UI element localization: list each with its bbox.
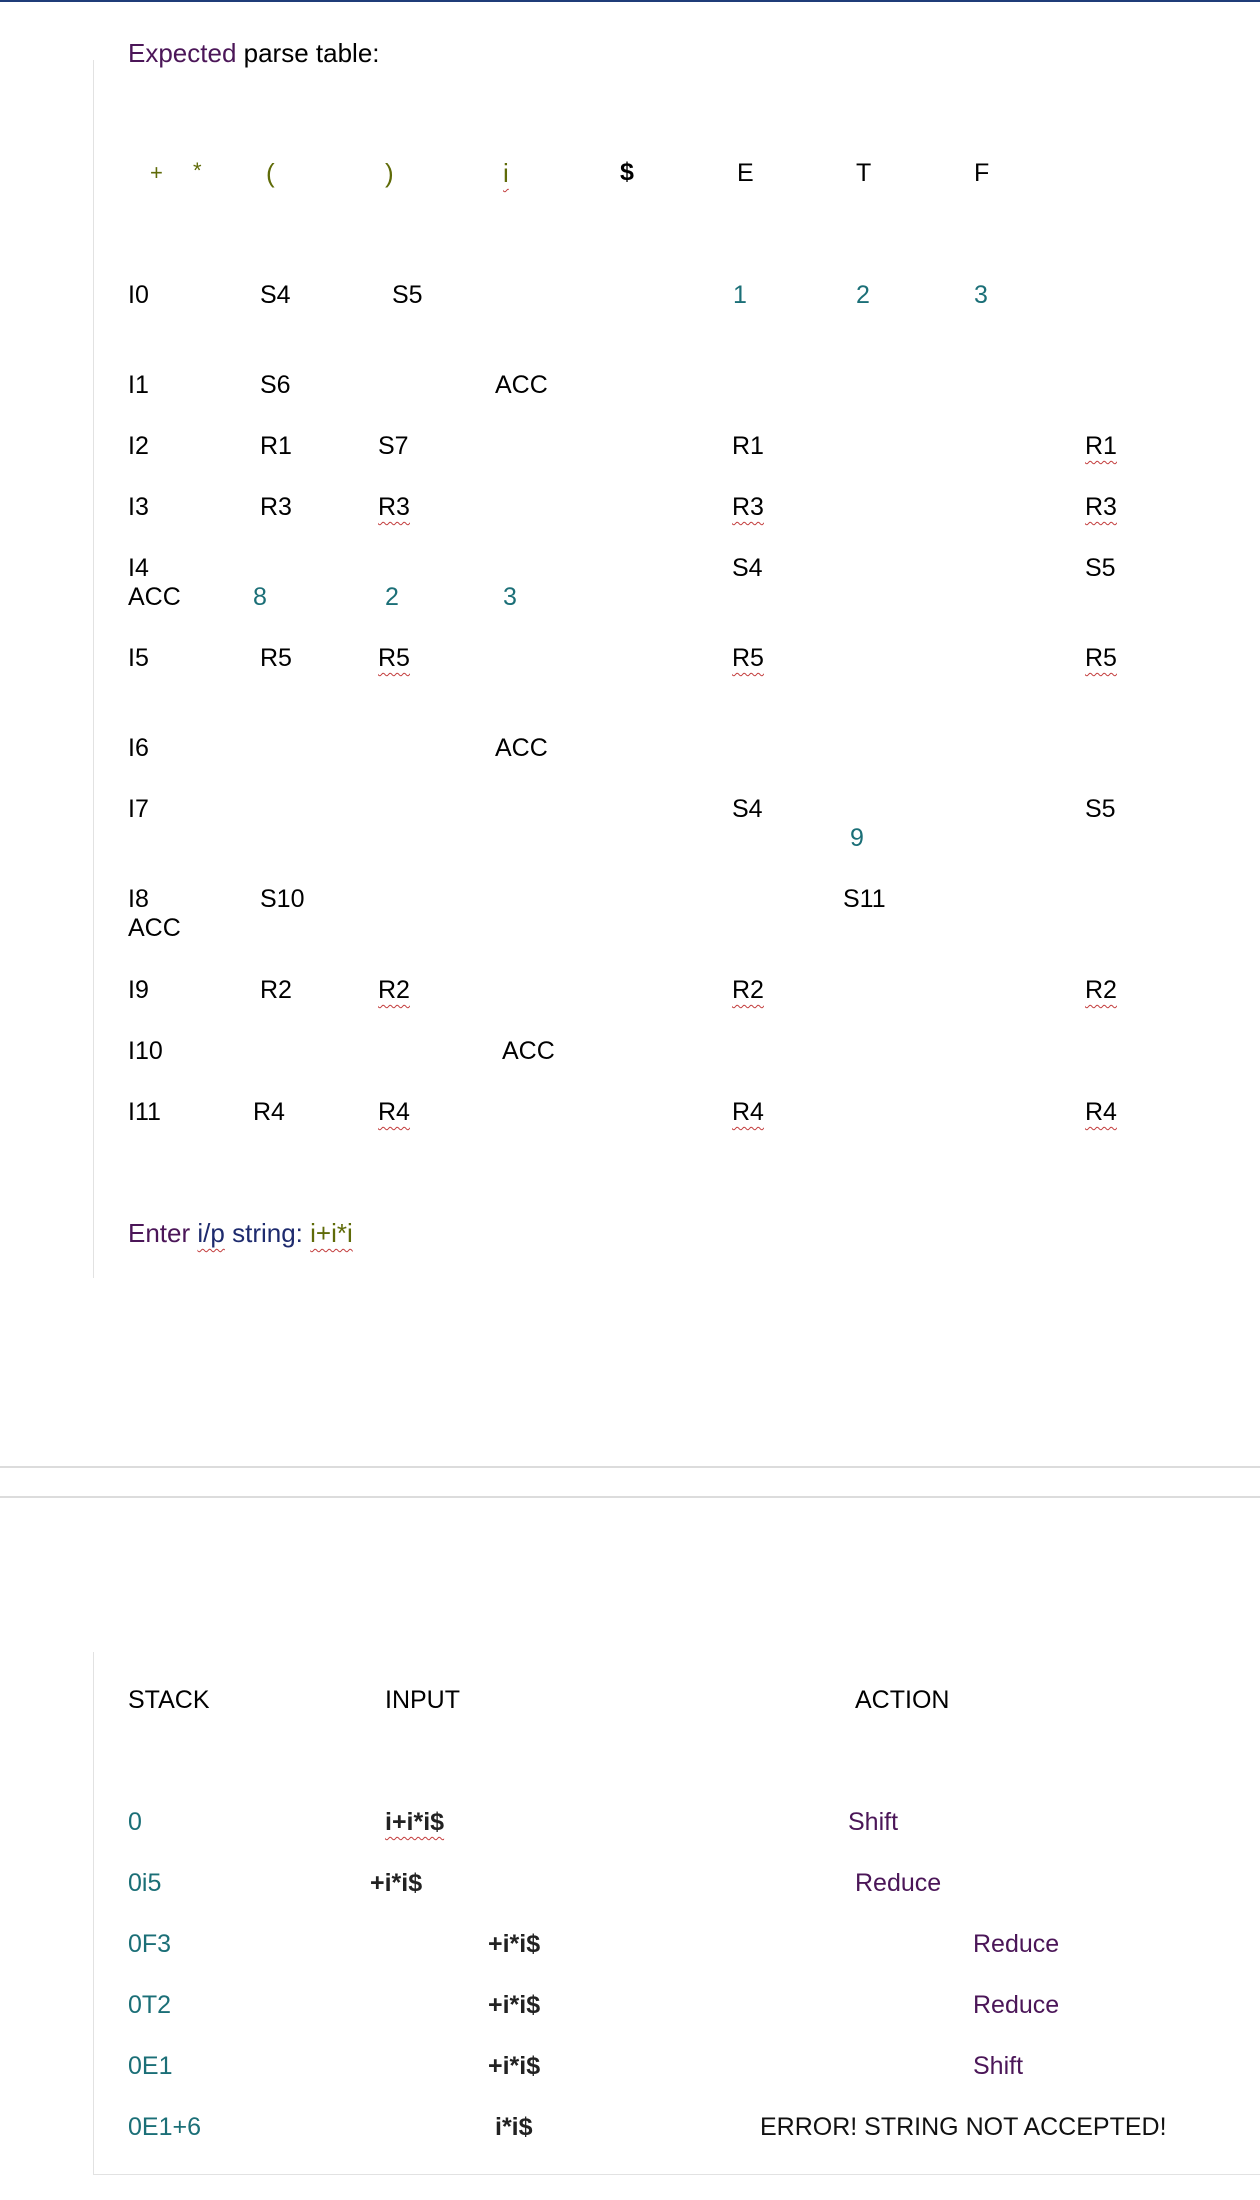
input-header: INPUT bbox=[385, 1686, 460, 1714]
cell: R4 bbox=[253, 1098, 285, 1126]
stack-cell: 0E1 bbox=[128, 2052, 173, 2080]
cell: R5 bbox=[732, 644, 764, 672]
cell: R3 bbox=[1085, 493, 1117, 521]
cell: S6 bbox=[260, 371, 291, 399]
string-label: string: bbox=[232, 1218, 303, 1248]
section-divider-2 bbox=[0, 1496, 1260, 1498]
action-cell: Shift bbox=[973, 2052, 1024, 2080]
action-cell: Shift bbox=[848, 1808, 899, 1836]
state-label: I3 bbox=[128, 493, 149, 521]
state-label: I9 bbox=[128, 976, 149, 1004]
input-cell: +i*i$ bbox=[370, 1869, 423, 1897]
cell: R2 bbox=[1085, 976, 1117, 1004]
cell: ACC bbox=[502, 1037, 555, 1065]
state-label: I2 bbox=[128, 432, 149, 460]
trace-bottom-rule bbox=[93, 2174, 1260, 2175]
action-cell: Reduce bbox=[855, 1869, 942, 1897]
cell: S4 bbox=[732, 795, 763, 823]
state-label: I11 bbox=[128, 1098, 161, 1126]
title-word-parse-table: parse table: bbox=[243, 38, 380, 68]
input-string-line bbox=[128, 1220, 353, 1246]
input-cell: +i*i$ bbox=[488, 1930, 541, 1958]
goto-cell: 2 bbox=[385, 583, 399, 611]
cell: R2 bbox=[378, 976, 410, 1004]
stack-header: STACK bbox=[128, 1686, 210, 1714]
stack-cell: 0F3 bbox=[128, 1930, 172, 1958]
cell: R4 bbox=[378, 1098, 410, 1126]
header-rparen: ) bbox=[385, 158, 394, 188]
header-E: E bbox=[737, 159, 754, 187]
cell: R1 bbox=[732, 432, 764, 460]
cell: ACC bbox=[495, 734, 548, 762]
cell: R1 bbox=[1085, 432, 1117, 460]
enter-word: Enter bbox=[128, 1218, 191, 1248]
top-border bbox=[0, 0, 1260, 2]
input-cell: i*i$ bbox=[495, 2113, 533, 2141]
cell: R5 bbox=[1085, 644, 1117, 672]
cell-acc: ACC bbox=[128, 914, 181, 942]
header-star: * bbox=[193, 158, 202, 183]
header-dollar: $ bbox=[620, 158, 634, 186]
cell: S11 bbox=[843, 885, 886, 913]
cell: S5 bbox=[392, 281, 423, 309]
cell: S10 bbox=[260, 885, 305, 913]
section-divider-1 bbox=[0, 1466, 1260, 1468]
state-label: I7 bbox=[128, 795, 149, 823]
state-label: I0 bbox=[128, 281, 149, 309]
cell: S7 bbox=[378, 432, 409, 460]
stack-cell: 0i5 bbox=[128, 1869, 162, 1897]
goto-cell: 3 bbox=[503, 583, 517, 611]
input-cell: i+i*i$ bbox=[385, 1808, 445, 1836]
cell: R2 bbox=[732, 976, 764, 1004]
stack-cell: 0E1+6 bbox=[128, 2113, 201, 2141]
stack-cell: 0T2 bbox=[128, 1991, 172, 2019]
stack-cell: 0 bbox=[128, 1808, 142, 1836]
parse-table-title bbox=[128, 40, 380, 66]
cell: R5 bbox=[260, 644, 292, 672]
state-label: I6 bbox=[128, 734, 149, 762]
state-label: I1 bbox=[128, 371, 149, 399]
cell: R3 bbox=[260, 493, 292, 521]
input-string-value: i+i*i bbox=[310, 1218, 353, 1248]
trace-left-rule bbox=[93, 1652, 94, 2174]
header-plus: + bbox=[150, 160, 163, 185]
header-T: T bbox=[856, 159, 872, 187]
cell: S4 bbox=[260, 281, 291, 309]
state-label: I8 bbox=[128, 885, 149, 913]
cell: S5 bbox=[1085, 795, 1116, 823]
header-i: i bbox=[503, 158, 509, 188]
state-label: I10 bbox=[128, 1037, 163, 1065]
action-cell: Reduce bbox=[973, 1930, 1060, 1958]
state-label: I4 bbox=[128, 554, 149, 582]
cell: R1 bbox=[260, 432, 292, 460]
goto-cell: 8 bbox=[253, 583, 267, 611]
input-cell: +i*i$ bbox=[488, 1991, 541, 2019]
cell: ACC bbox=[495, 371, 548, 399]
cell: S5 bbox=[1085, 554, 1116, 582]
action-cell: Reduce bbox=[973, 1991, 1060, 2019]
cell: R5 bbox=[378, 644, 410, 672]
input-cell: +i*i$ bbox=[488, 2052, 541, 2080]
ip-word: i/p bbox=[197, 1218, 225, 1248]
cell: S4 bbox=[732, 554, 763, 582]
cell: R2 bbox=[260, 976, 292, 1004]
cell: R4 bbox=[732, 1098, 764, 1126]
title-word-expected: Expected bbox=[128, 38, 237, 68]
header-F: F bbox=[974, 159, 990, 187]
cell: R3 bbox=[378, 493, 410, 521]
cell: R4 bbox=[1085, 1098, 1117, 1126]
action-header: ACTION bbox=[855, 1686, 950, 1714]
goto-cell: 9 bbox=[850, 824, 864, 852]
cell-acc: ACC bbox=[128, 583, 181, 611]
goto-cell: 2 bbox=[856, 281, 870, 309]
error-message: ERROR! STRING NOT ACCEPTED! bbox=[760, 2113, 1167, 2141]
goto-cell: 1 bbox=[733, 281, 747, 309]
state-label: I5 bbox=[128, 644, 149, 672]
header-lparen: ( bbox=[266, 158, 275, 188]
content-left-rule bbox=[93, 60, 94, 1278]
goto-cell: 3 bbox=[974, 281, 988, 309]
cell: R3 bbox=[732, 493, 764, 521]
